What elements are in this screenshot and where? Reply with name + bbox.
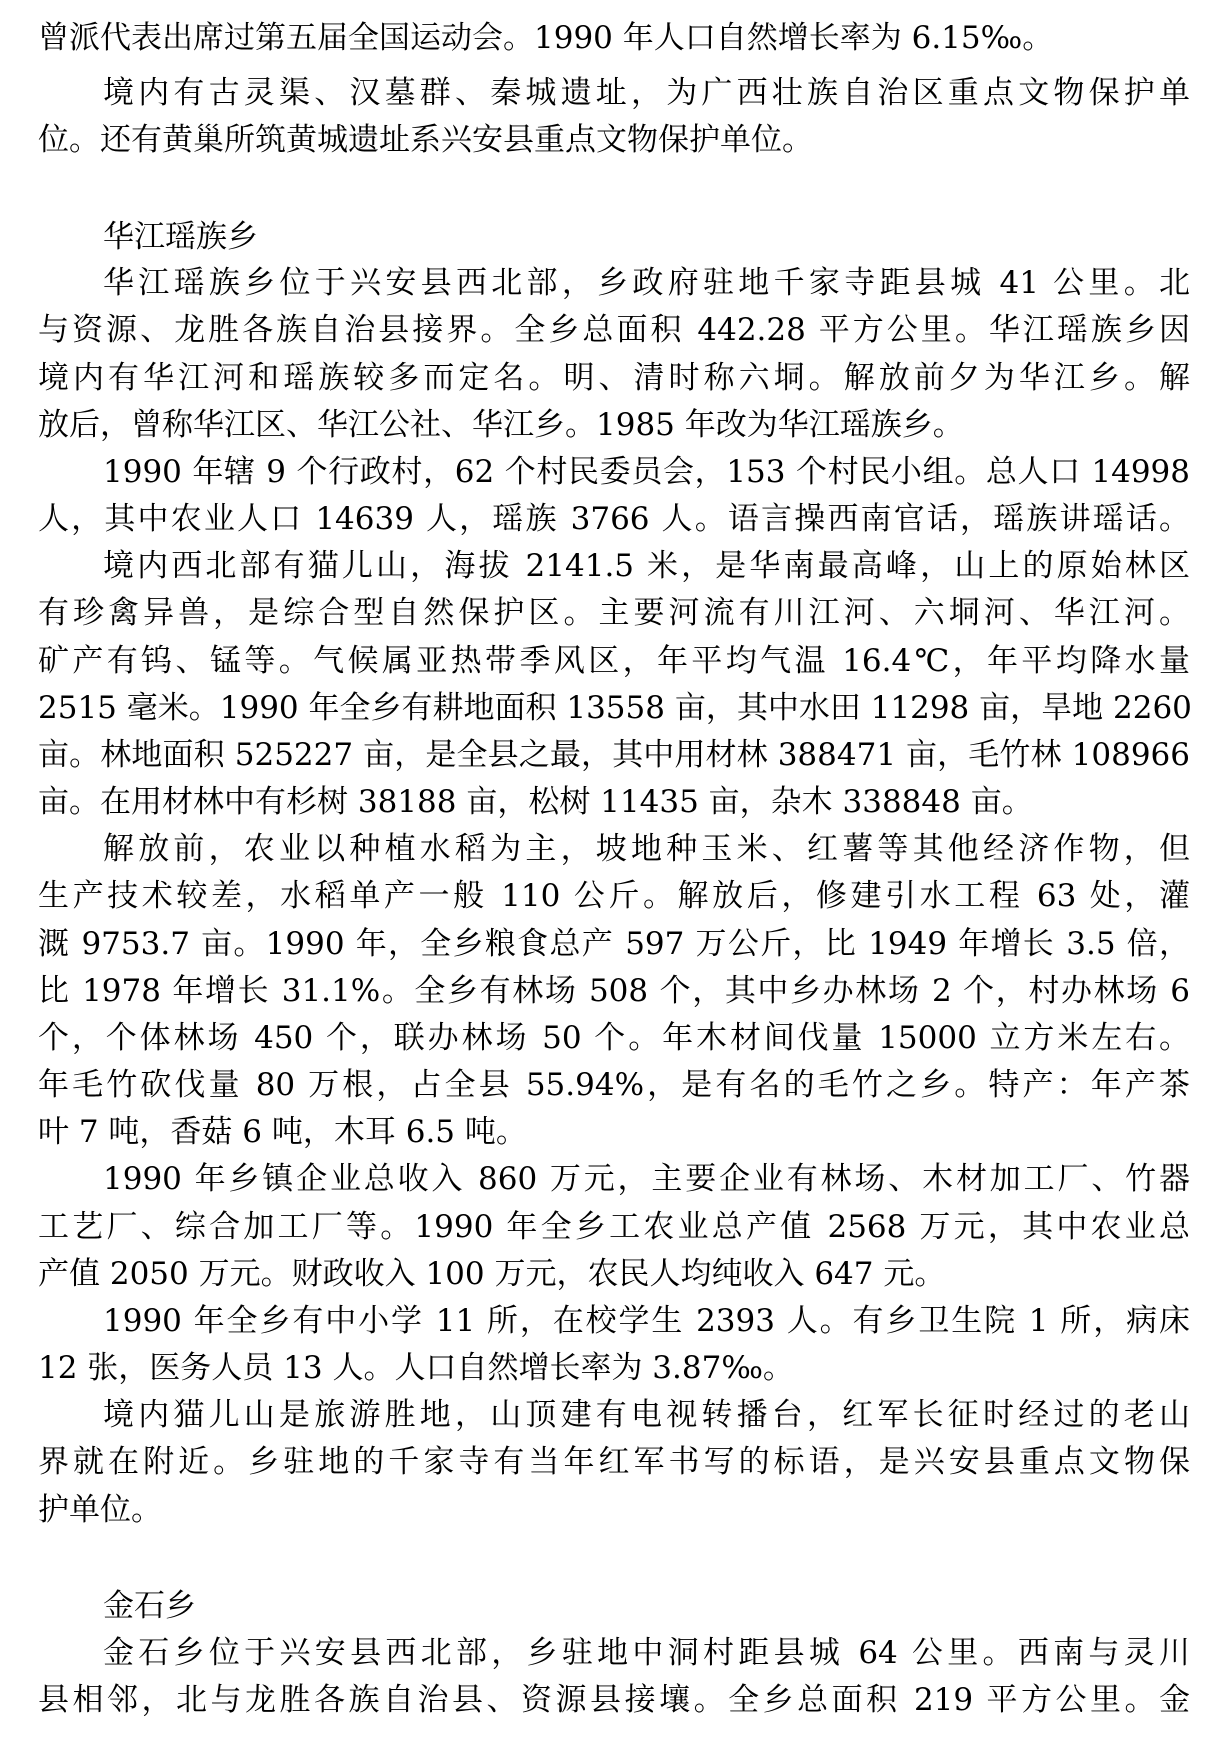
section-heading: 金石乡 [103,1588,196,1624]
text-line: 境内猫儿山是旅游胜地，山顶建有电视转播台，红军长征时经过的老山 [103,1397,1190,1433]
text-line: 1990 年全乡有中小学 11 所，在校学生 2393 人。有乡卫生院 1 所，病床 [103,1303,1190,1339]
text-line: 放后，曾称华江区、华江公社、华江乡。1985 年改为华江瑶族乡。 [38,407,964,443]
section-heading: 华江瑶族乡 [103,219,258,255]
text-line: 1990 年乡镇企业总收入 860 万元，主要企业有林场、木材加工厂、竹器 [103,1161,1190,1197]
text-line: 境内有华江河和瑶族较多而定名。明、清时称六垌。解放前夕为华江乡。解 [38,360,1190,396]
text-line: 亩。在用材林中有杉树 38188 亩，松树 11435 亩，杂木 338848 亩。 [38,784,1033,820]
text-line: 2515 毫米。1990 年全乡有耕地面积 13558 亩，其中水田 11298 亩，旱地 2260 [38,690,1192,726]
text-line: 矿产有钨、锰等。气候属亚热带季风区，年平均气温 16.4℃，年平均降水量 [38,643,1190,679]
text-line: 工艺厂、综合加工厂等。1990 年全乡工农业总产值 2568 万元，其中农业总 [38,1209,1190,1245]
text-line: 华江瑶族乡位于兴安县西北部，乡政府驻地千家寺距县城 41 公里。北 [103,265,1190,301]
text-line: 生产技术较差，水稻单产一般 110 公斤。解放后，修建引水工程 63 处，灌 [38,878,1190,914]
text-line: 有珍禽异兽，是综合型自然保护区。主要河流有川江河、六垌河、华江河。 [38,595,1190,631]
text-line: 位。还有黄巢所筑黄城遗址系兴安县重点文物保护单位。 [38,122,813,158]
text-line: 护单位。 [38,1492,162,1528]
text-line: 1990 年辖 9 个行政村，62 个村民委员会，153 个村民小组。总人口 14998 [103,454,1190,490]
text-line: 金石乡位于兴安县西北部，乡驻地中洞村距县城 64 公里。西南与灵川 [103,1635,1190,1671]
text-line: 解放前，农业以种植水稻为主，坡地种玉米、红薯等其他经济作物，但 [103,831,1190,867]
text-line: 叶 7 吨，香菇 6 吨，木耳 6.5 吨。 [38,1114,527,1150]
text-line: 溉 9753.7 亩。1990 年，全乡粮食总产 597 万公斤，比 1949 年增长 3.5 倍， [38,926,1190,962]
text-line: 年毛竹砍伐量 80 万根，占全县 55.94%，是有名的毛竹之乡。特产：年产茶 [38,1067,1190,1103]
text-line: 界就在附近。乡驻地的千家寺有当年红军书写的标语，是兴安县重点文物保 [38,1444,1190,1480]
text-line: 产值 2050 万元。财政收入 100 万元，农民人均纯收入 647 元。 [38,1256,946,1292]
text-line: 个，个体林场 450 个，联办林场 50 个。年木材间伐量 15000 立方米左右。 [38,1020,1190,1056]
text-line: 境内西北部有猫儿山，海拔 2141.5 米，是华南最高峰，山上的原始林区 [103,548,1190,584]
text-line: 境内有古灵渠、汉墓群、秦城遗址，为广西壮族自治区重点文物保护单 [103,75,1190,111]
text-line: 比 1978 年增长 31.1%。全乡有林场 508 个，其中乡办林场 2 个，村办林场 6 [38,973,1190,1009]
text-line: 曾派代表出席过第五届全国运动会。1990 年人口自然增长率为 6.15‰。 [38,20,1054,56]
text-line: 与资源、龙胜各族自治县接界。全乡总面积 442.28 平方公里。华江瑶族乡因 [38,312,1190,348]
text-line: 12 张，医务人员 13 人。人口自然增长率为 3.87‰。 [38,1350,794,1386]
text-line: 人，其中农业人口 14639 人，瑶族 3766 人。语言操西南官话，瑶族讲瑶话。 [38,501,1190,537]
text-line: 亩。林地面积 525227 亩，是全县之最，其中用材林 388471 亩，毛竹林 108966 [38,737,1190,773]
text-line: 县相邻，北与龙胜各族自治县、资源县接壤。全乡总面积 219 平方公里。金 [38,1682,1190,1718]
